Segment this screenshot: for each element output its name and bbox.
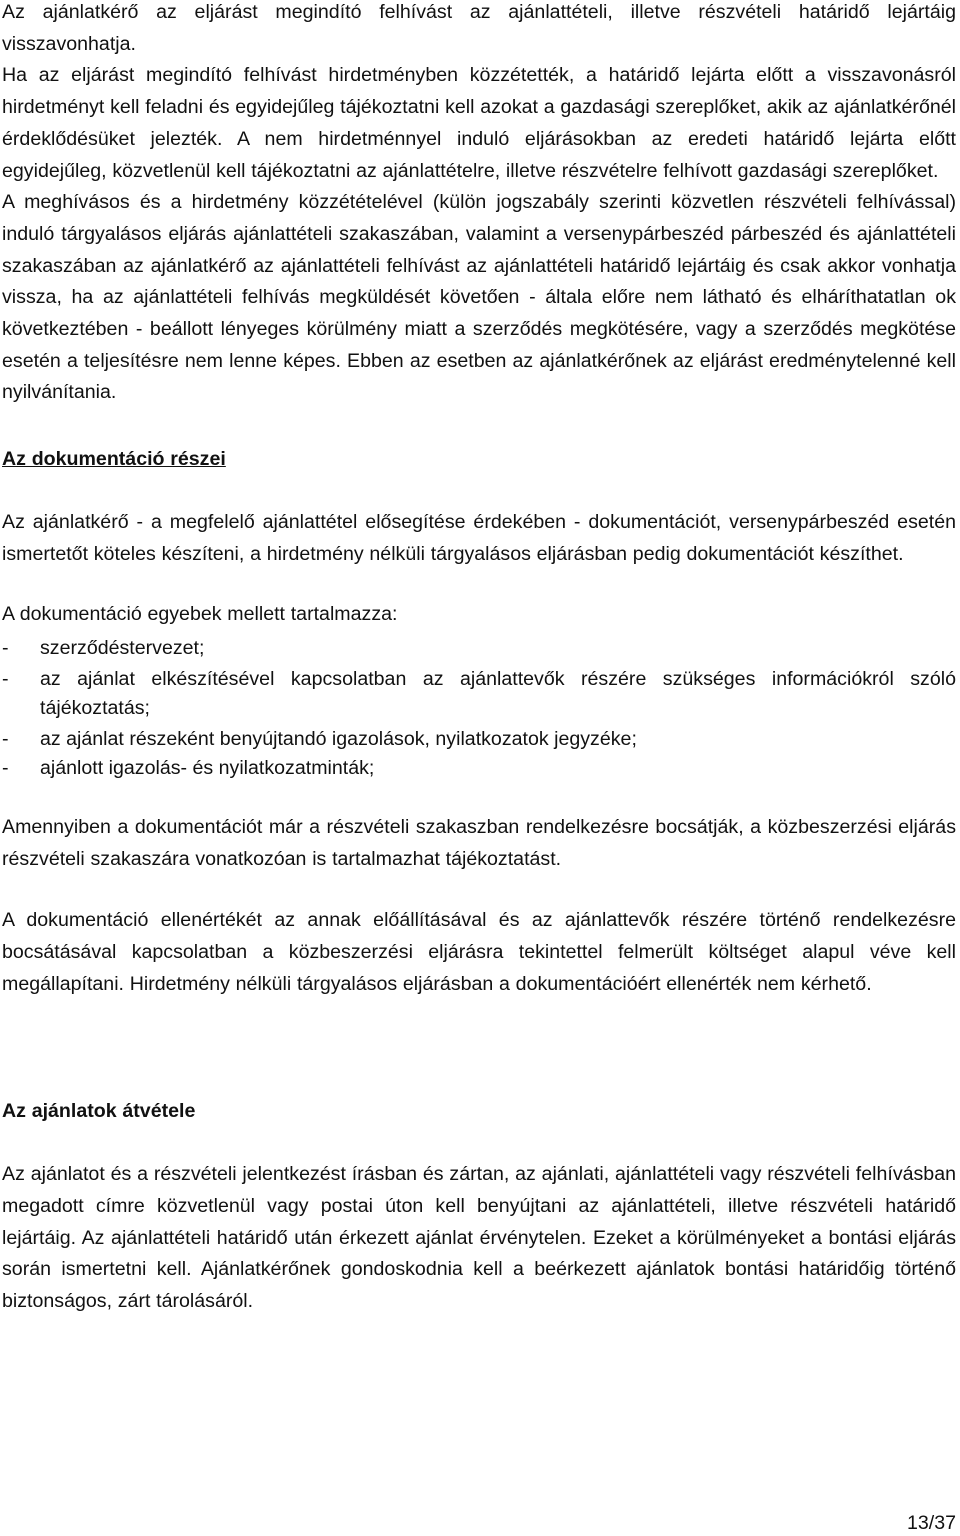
section-heading-documentation: Az dokumentáció részei — [2, 448, 226, 471]
list-dash: - — [2, 756, 9, 779]
paragraph-negotiated-withdrawal: A meghívásos és a hirdetmény közzétételével (külön jogszabály szerinti közvetlen részvételi felhívással) induló tárgyalásos eljárás ajánlattételi szakaszában, valamint a versenypárbeszéd párbeszéd és ajánlattételi szakaszában az ajánlatkérő az ajánlattételi felhívást az ajánlattételi határidő lejártáig és csak akkor vonhatja vissza, ha az ajánlattételi felhívás megküldését követően - általa előre nem látható és elháríthatatlan ok következtében - beállott lényeges körülmény miatt a szerződés megkötésére, vagy a szerződés megkötése esetén a teljesítésre nem lenne képes. Ebben az esetben az ajánlatkérőnek az eljárást eredménytelenné kell nyilvánítania. — [2, 191, 956, 404]
section-documentation — [2, 444, 956, 1000]
page-number: 13/37 — [906, 1512, 956, 1534]
list-item-text: ajánlott igazolás- és nyilatkozatminták; — [40, 756, 375, 779]
list-item — [2, 754, 956, 783]
list-dash: - — [2, 667, 9, 690]
documentation-contents-list — [2, 634, 956, 783]
paragraph-documentation-cost: A dokumentáció ellenértékét az annak előállításával és az ajánlattevők részére történő rendelkezésre bocsátásával kapcsolatban a közbeszerzési eljárásra tekintettel felmerült költséget alapul véve kell megállapítani. Hirdetmény nélküli tárgyalásos eljárásban a dokumentációért ellenérték nem kérhető. — [2, 909, 956, 995]
list-item-text: az ajánlat elkészítésével kapcsolatban az ajánlattevők részére szükséges információkról szóló tájékoztatás; — [40, 667, 956, 719]
list-dash: - — [2, 636, 9, 659]
paragraph-documentation-purpose: Az ajánlatkérő - a megfelelő ajánlattétel elősegítése érdekében - dokumentációt, versenypárbeszéd esetén ismertetőt köteles készíteni, a hirdetmény nélküli tárgyalásos eljárásban pedig dokumentációt készíthet. — [2, 510, 956, 565]
document-page — [2, 0, 956, 1318]
list-dash: - — [2, 727, 9, 750]
list-item-text: szerződéstervezet; — [40, 636, 205, 659]
section-heading-offer-receipt: Az ajánlatok átvétele — [2, 1100, 196, 1123]
list-intro: A dokumentáció egyebek mellett tartalmazza: — [2, 603, 398, 626]
list-item — [2, 665, 956, 723]
section-offer-receipt — [2, 1096, 956, 1317]
list-item — [2, 725, 956, 754]
paragraph-offer-submission: Az ajánlatot és a részvételi jelentkezést írásban és zártan, az ajánlati, ajánlattételi vagy részvételi felhívásban megadott címre közvetlenül vagy postai úton kell benyújtani az ajánlattételi, illetve részvételi határidő lejártáig. Az ajánlattételi határidő után érkezett ajánlat érvénytelen. Ezeket a körülményeket a bontási eljárás során ismertetni kell. Ajánlatkérőnek gondoskodnia kell a beérkezett ajánlatok bontási határidőig történő biztonságos, zárt tárolásáról. — [2, 1163, 956, 1312]
paragraph-withdrawal-notice: Ha az eljárást megindító felhívást hirdetményben közzétették, a határidő lejárta előtt a visszavonásról hirdetményt kell feladni és egyidejűleg tájékoztatni kell azokat a gazdasági szereplőket, akik az ajánlatkérőnél érdeklődésüket jelezték. A nem hirdetménnyel induló eljárásokban az eredeti határidő lejárta előtt egyidejűleg, közvetlenül kell tájékoztatni az ajánlattételre, illetve részvételre felhívott gazdasági szereplőket. — [2, 64, 956, 182]
list-item — [2, 634, 956, 663]
paragraph-documentation-participation: Amennyiben a dokumentációt már a részvételi szakaszban rendelkezésre bocsátják, a közbeszerzési eljárás részvételi szakaszára vonatkozóan is tartalmazhat tájékoztatást. — [2, 815, 956, 870]
list-item-text: az ajánlat részeként benyújtandó igazolások, nyilatkozatok jegyzéke; — [40, 727, 637, 750]
paragraph-withdrawal-deadline: Az ajánlatkérő az eljárást megindító felhívást az ajánlattételi, illetve részvételi határidő lejártáig visszavonhatja. — [2, 1, 956, 55]
